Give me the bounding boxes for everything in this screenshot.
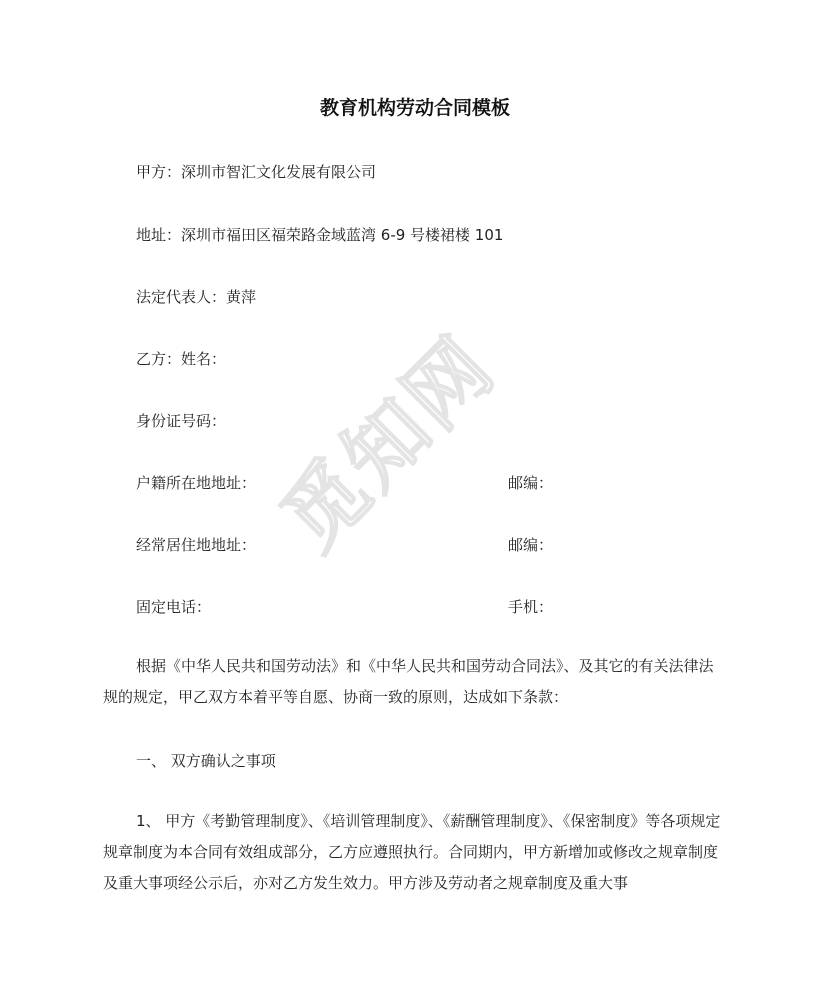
preamble-paragraph: 根据《中华人民共和国劳动法》和《中华人民共和国劳动合同法》、及其它的有关法律法规的规定，甲乙双方本着平等自愿、协商一致的原则，达成如下条款： [103,657,714,706]
legal-representative-line: 法定代表人：黄萍 [136,288,257,306]
postcode-label-1: 邮编： [508,474,554,492]
mobile-label: 手机： [508,598,554,616]
id-number-line: 身份证号码： [136,412,227,430]
landline-line: 固定电话： [136,598,212,616]
document-title: 教育机构劳动合同模板 [319,97,510,119]
watermark: 觅知网 [264,318,514,569]
party-a-line: 甲方：深圳市智汇文化发展有限公司 [136,163,377,181]
residence-address-line: 经常居住地地址： [136,536,257,554]
postcode-label-2: 邮编： [508,536,554,554]
party-b-name-line: 乙方：姓名： [136,350,227,368]
household-address-line: 户籍所在地地址： [136,474,257,492]
section-1-heading: 一、 双方确认之事项 [136,752,276,770]
clause-1-paragraph: 1、 甲方《考勤管理制度》、《培训管理制度》、《薪酬管理制度》、《保密制度》等各项规定规章制度为本合同有效组成部分，乙方应遵照执行。合同期内，甲方新增加或修改之规章制度及重大事项经公示后，亦对乙方发生效力。甲方涉及劳动者之规章制度及重大事 [103,812,721,892]
address-line: 地址：深圳市福田区福荣路金域蓝湾 6-9 号楼裙楼 101 [136,226,504,244]
